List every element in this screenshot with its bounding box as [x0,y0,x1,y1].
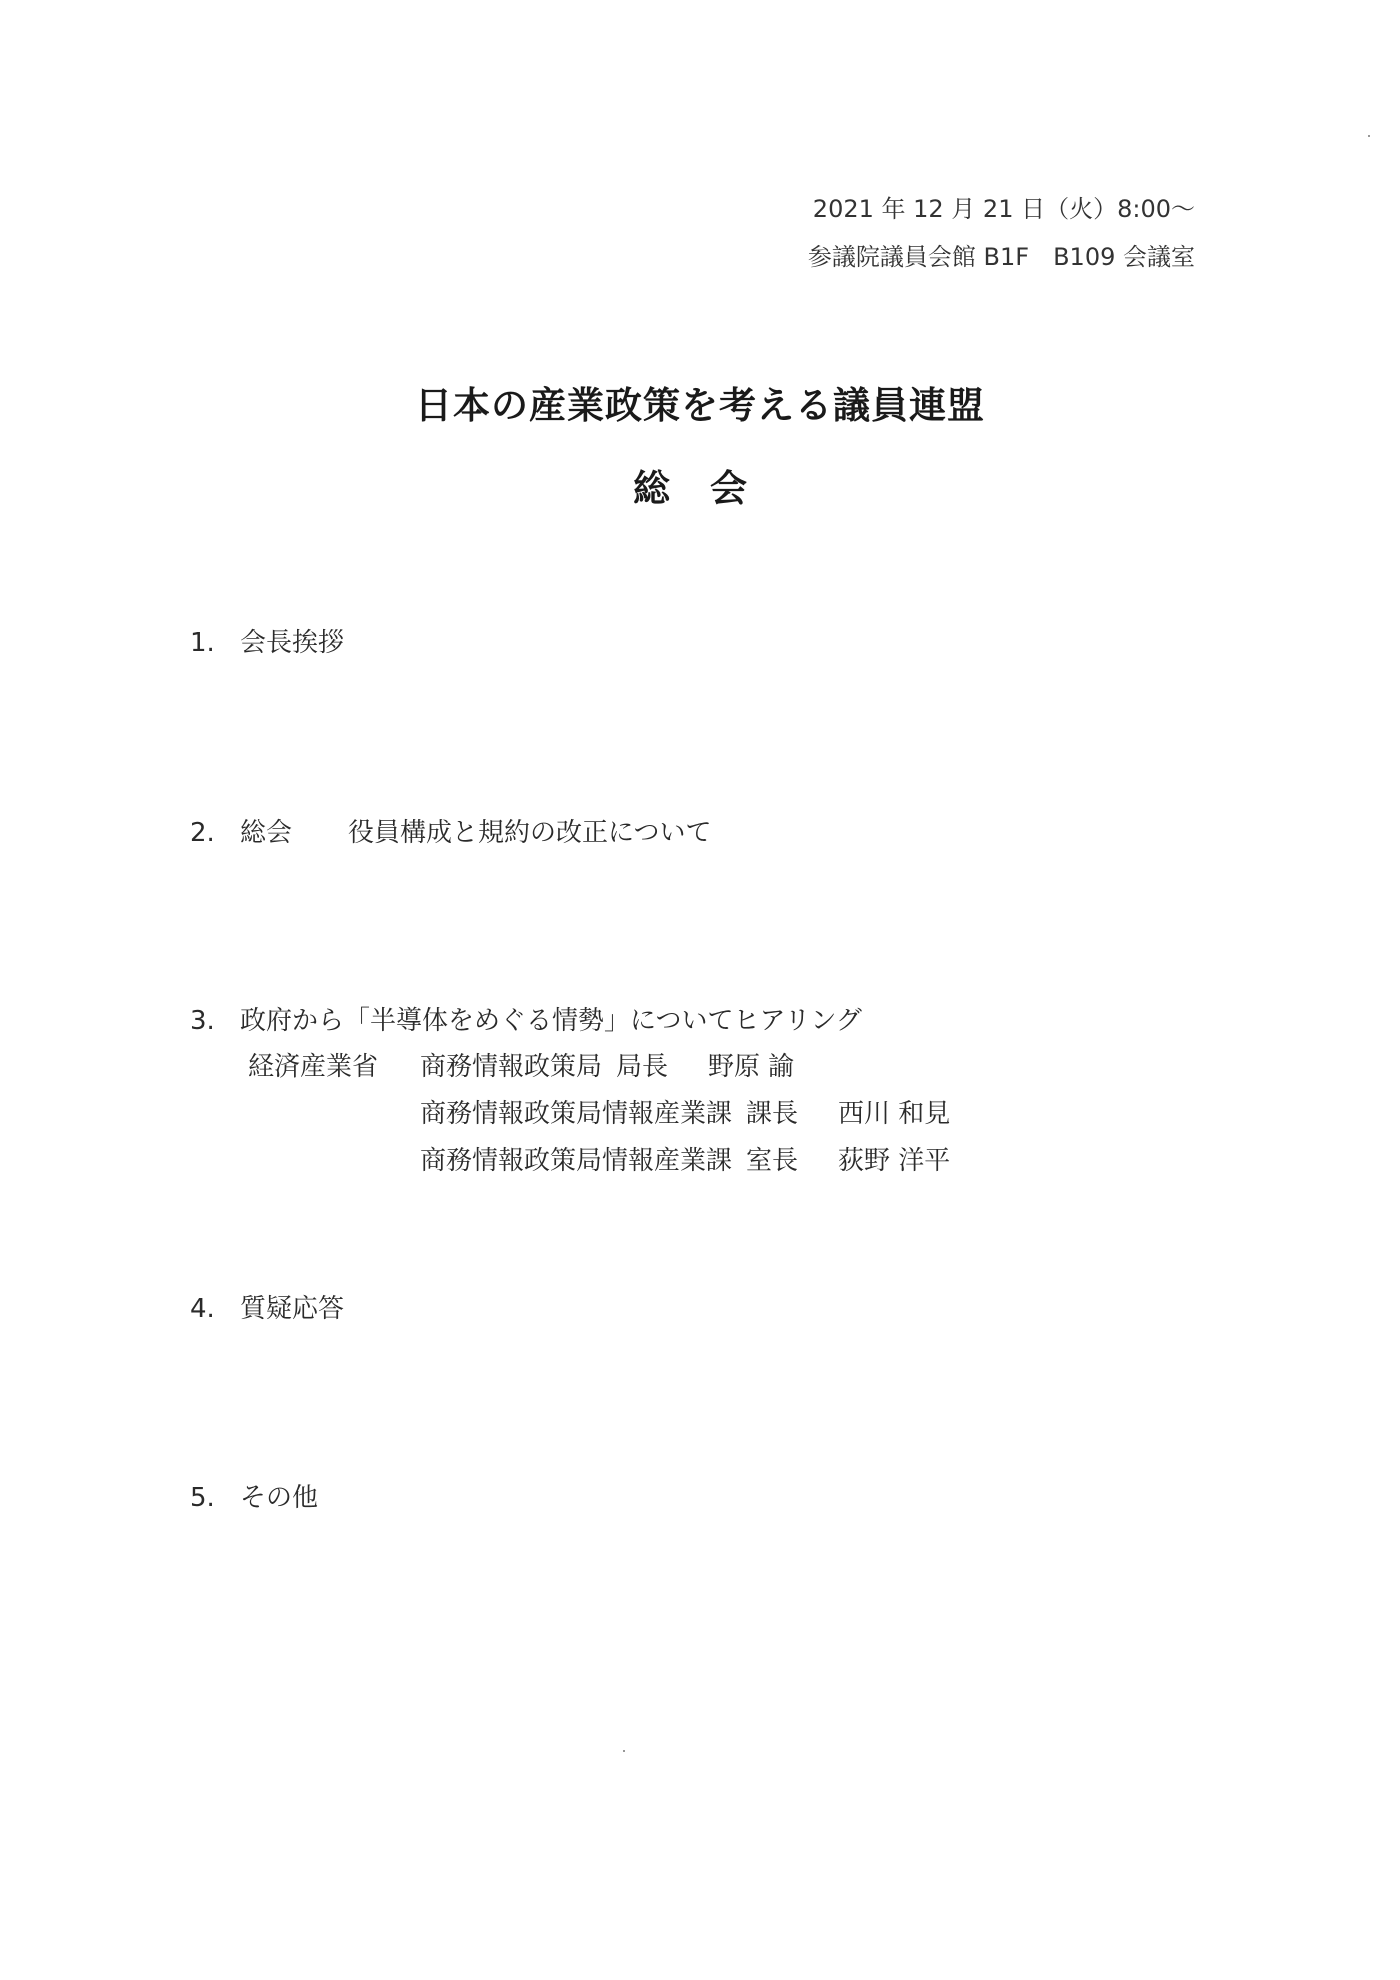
meeting-datetime: 2021 年 12 月 21 日（火）8:00～ [812,195,1195,223]
agenda-item-detail: 役員構成と規約の改正について [348,818,712,848]
speaker-row [248,1093,950,1140]
agenda-item-title: その他 [240,1483,319,1513]
agenda-item-number: 2. [190,818,215,848]
scan-speck [623,1750,625,1752]
document-title: 日本の産業政策を考える議員連盟 [415,384,985,427]
speaker-name: 荻野 洋平 [838,1146,951,1176]
speaker-position: 室長 [746,1146,799,1176]
agenda-item-title: 総会 [240,818,293,848]
agenda-item-2 [190,812,712,849]
agenda-item-number: 4. [190,1294,215,1324]
agenda-item-title: 政府から「半導体をめぐる情勢」についてヒアリング [240,1006,862,1036]
agenda-item-title: 会長挨拶 [240,628,345,658]
speaker-name: 野原 諭 [708,1052,795,1082]
agenda-item-number: 1. [190,628,215,658]
speaker-position: 課長 [746,1099,799,1129]
scan-speck [1368,135,1370,137]
speaker-row [248,1140,950,1187]
meeting-info [808,185,1195,281]
speaker-position: 局長 [616,1052,669,1082]
speaker-row [248,1046,950,1093]
agenda-item-3 [190,1000,862,1037]
speaker-department: 商務情報政策局 [420,1052,603,1082]
agenda-item-1 [190,622,344,659]
speaker-department: 商務情報政策局情報産業課 [420,1146,733,1176]
document-subtitle: 総会 [633,467,787,510]
agenda-item-number: 5. [190,1483,215,1513]
speaker-department: 商務情報政策局情報産業課 [420,1099,733,1129]
agenda-item-number: 3. [190,1006,215,1036]
speaker-list [248,1046,950,1187]
agenda-item-title: 質疑応答 [240,1294,345,1324]
agenda-item-4 [190,1288,344,1325]
agenda-item-5 [190,1477,318,1514]
speaker-ministry: 経済産業省 [248,1052,379,1082]
meeting-location: 参議院議員会館 B1F B109 会議室 [807,243,1195,271]
speaker-name: 西川 和見 [838,1099,951,1129]
